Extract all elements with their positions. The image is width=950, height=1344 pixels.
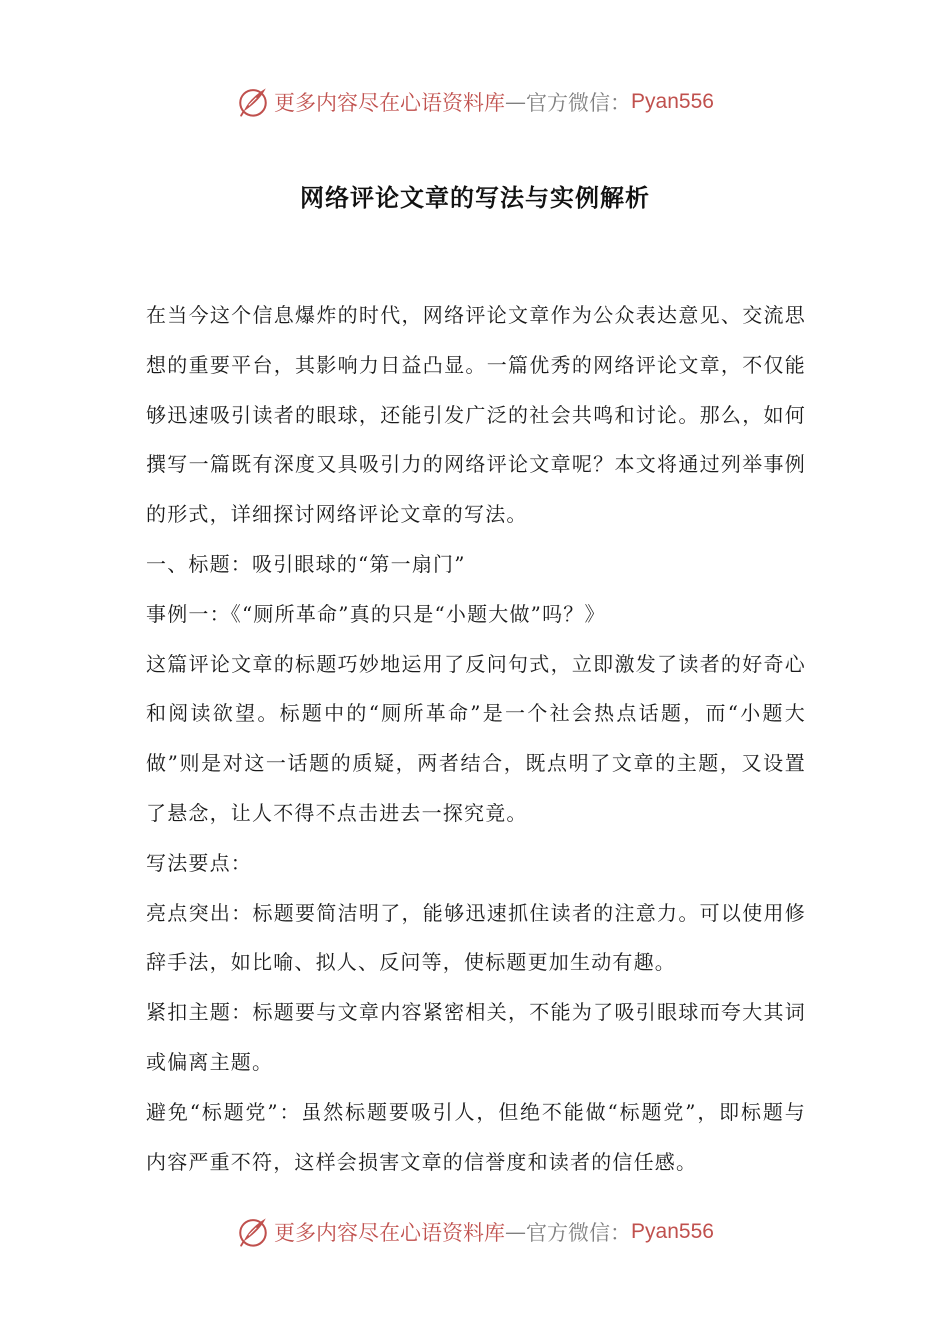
banner-wechat-id: Pyan556 <box>631 1220 714 1243</box>
point-highlight: 亮点突出：标题要简洁明了，能够迅速抓住读者的注意力。可以使用修辞手法，如比喻、拟人、反问等，使标题更加生动有趣。 <box>146 900 806 975</box>
point-on-topic: 紧扣主题：标题要与文章内容紧密相关，不能为了吸引眼球而夸大其词或偏离主题。 <box>146 1000 806 1074</box>
footer-banner <box>0 1212 950 1252</box>
quill-pen-icon <box>236 1215 270 1249</box>
banner-wechat-id: Pyan556 <box>631 90 714 113</box>
point-avoid-clickbait: 避免“标题党”：虽然标题要吸引人，但绝不能做“标题党”，即标题与内容严重不符，这样会损害文章的信誉度和读者的信任感。 <box>146 1099 806 1174</box>
banner-separator: — <box>505 1220 527 1244</box>
example-heading: 事例一：《“厕所革命”真的只是“小题大做”吗？》 <box>146 601 606 626</box>
banner-main-text: 更多内容尽在心语资料库 <box>274 1221 506 1245</box>
banner-separator: — <box>505 90 527 114</box>
banner-wechat-label: 官方微信： <box>526 91 632 115</box>
banner-wechat-label: 官方微信： <box>526 1221 632 1245</box>
header-banner <box>0 82 950 122</box>
banner-main-text: 更多内容尽在心语资料库 <box>274 91 506 115</box>
banner-text <box>274 87 714 117</box>
document-title: 网络评论文章的写法与实例解析 <box>300 184 650 212</box>
points-heading: 写法要点： <box>146 850 252 875</box>
quill-pen-icon <box>236 85 270 119</box>
paragraph-analysis: 这篇评论文章的标题巧妙地运用了反问句式，立即激发了读者的好奇心和阅读欲望。标题中的“厕所革命”是一个社会热点话题，而“小题大做”则是对这一话题的质疑，两者结合，既点明了文章的主题，又设置了悬念，让人不得不点击进去一探究竟。 <box>146 651 806 825</box>
banner-text <box>274 1217 714 1247</box>
section-heading: 一、标题：吸引眼球的“第一扇门” <box>146 551 466 576</box>
paragraph-intro: 在当今这个信息爆炸的时代，网络评论文章作为公众表达意见、交流思想的重要平台，其影响力日益凸显。一篇优秀的网络评论文章，不仅能够迅速吸引读者的眼球，还能引发广泛的社会共鸣和讨论。那么，如何撰写一篇既有深度又具吸引力的网络评论文章呢？本文将通过列举事例的形式，详细探讨网络评论文章的写法。 <box>146 303 806 527</box>
document-body <box>146 291 806 1187</box>
